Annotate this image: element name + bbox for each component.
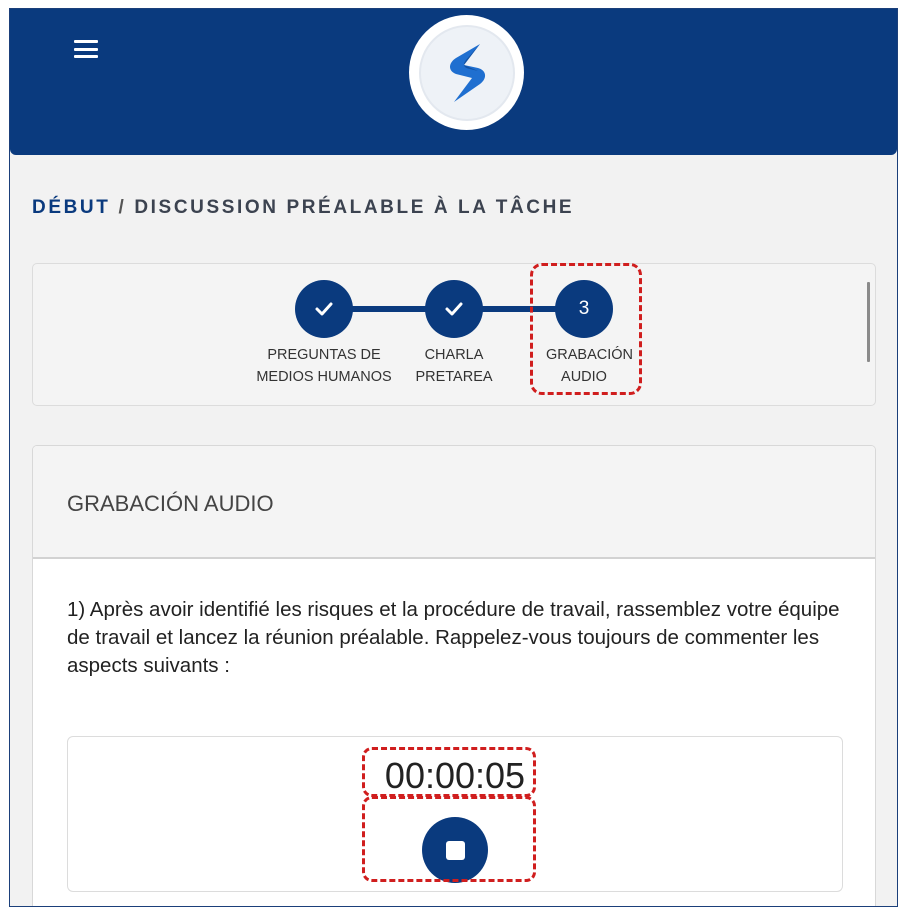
audio-recorder [67,736,843,892]
breadcrumb-separator: / [118,197,127,218]
card-title: GRABACIÓN AUDIO [67,491,274,516]
stop-recording-button[interactable] [422,817,488,883]
step-2-label: CHARLA PRETAREA [415,347,493,385]
breadcrumb [32,197,574,219]
recording-card [32,445,876,907]
card-header [33,446,875,559]
s-logo-icon[interactable] [409,15,524,130]
step-1-label: PREGUNTAS DE MEDIOS HUMANOS [256,347,392,385]
recording-timer: 00:00:05 [384,755,526,796]
app-frame [9,8,898,907]
app-header [10,9,897,155]
check-icon [443,298,465,320]
step-3-circle[interactable]: 3 [555,280,613,338]
hamburger-menu-icon[interactable] [74,37,102,61]
breadcrumb-current: DISCUSSION PRÉALABLE À LA TÂCHE [134,197,575,218]
scrollbar-thumb[interactable] [867,282,870,362]
step-1-circle[interactable] [295,280,353,338]
check-icon [313,298,335,320]
instruction-text: 1) Après avoir identifié les risques et la procédure de travail, rassemblez votre équipe de travail et lancez la réunion préalable. Rappelez-vous toujours de commenter les aspects suivants : [67,598,840,677]
step-3-label: GRABACIÓN AUDIO [546,347,634,385]
stop-icon [446,841,465,860]
step-2-circle[interactable] [425,280,483,338]
breadcrumb-home-link[interactable]: DÉBUT [32,197,111,218]
stepper [32,263,876,406]
